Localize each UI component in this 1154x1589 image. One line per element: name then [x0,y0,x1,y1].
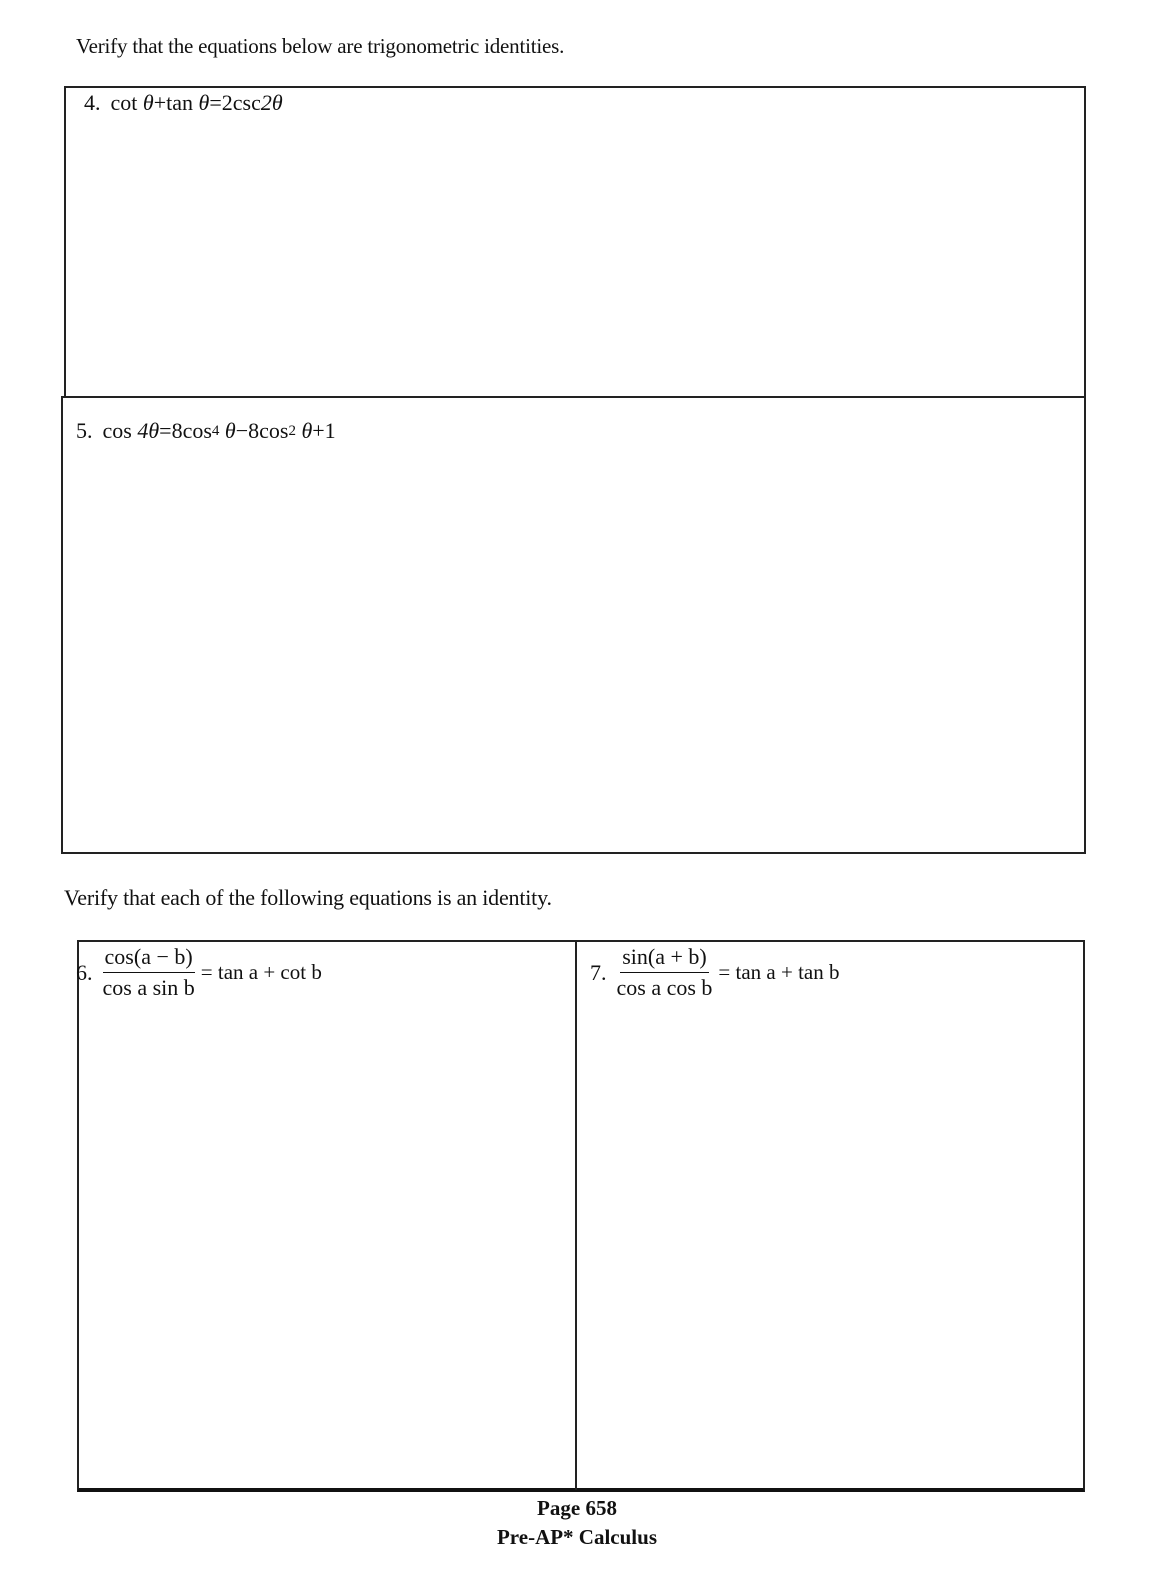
section-2-instructions: Verify that each of the following equations is an identity. [64,885,552,910]
problem-4-equation: 4. cot θ + tan θ = 2csc 2θ [84,90,283,115]
problem-6-denominator: cos a sin b [102,975,195,1000]
problem-7-rhs: = tan a + tan b [718,960,840,984]
problem-6-fraction [103,944,195,1001]
problem-7-equation[interactable] [590,944,840,1001]
problem-6-equation[interactable] [76,944,322,1001]
course-name: Pre-AP* Calculus [496,1525,657,1549]
problem-4-work-area[interactable] [64,86,1086,398]
page-number: Page 658 [537,1496,617,1520]
problem-5-equation: 5. cos 4θ = 8cos 4 θ −8cos 2 θ +1 [76,418,336,443]
problem-6-numerator: cos(a − b) [103,944,195,973]
problem-7-numerator: sin(a + b) [620,944,709,973]
problem-7-denominator: cos a cos b [616,975,713,1000]
page-footer [0,1494,1154,1552]
column-divider [575,940,577,1490]
problem-7-fraction [617,944,713,1001]
problem-5-number: 5. [76,418,93,443]
problem-6-rhs: = tan a + cot b [200,960,322,984]
problems-6-7-work-area [77,940,1085,1492]
problem-5-work-area[interactable] [61,396,1086,854]
section-1-instructions: Verify that the equations below are trigonometric identities. [76,34,565,58]
problem-4-number: 4. [84,90,101,115]
problem-6-number: 6. [76,959,93,985]
problem-7-number: 7. [590,959,607,985]
